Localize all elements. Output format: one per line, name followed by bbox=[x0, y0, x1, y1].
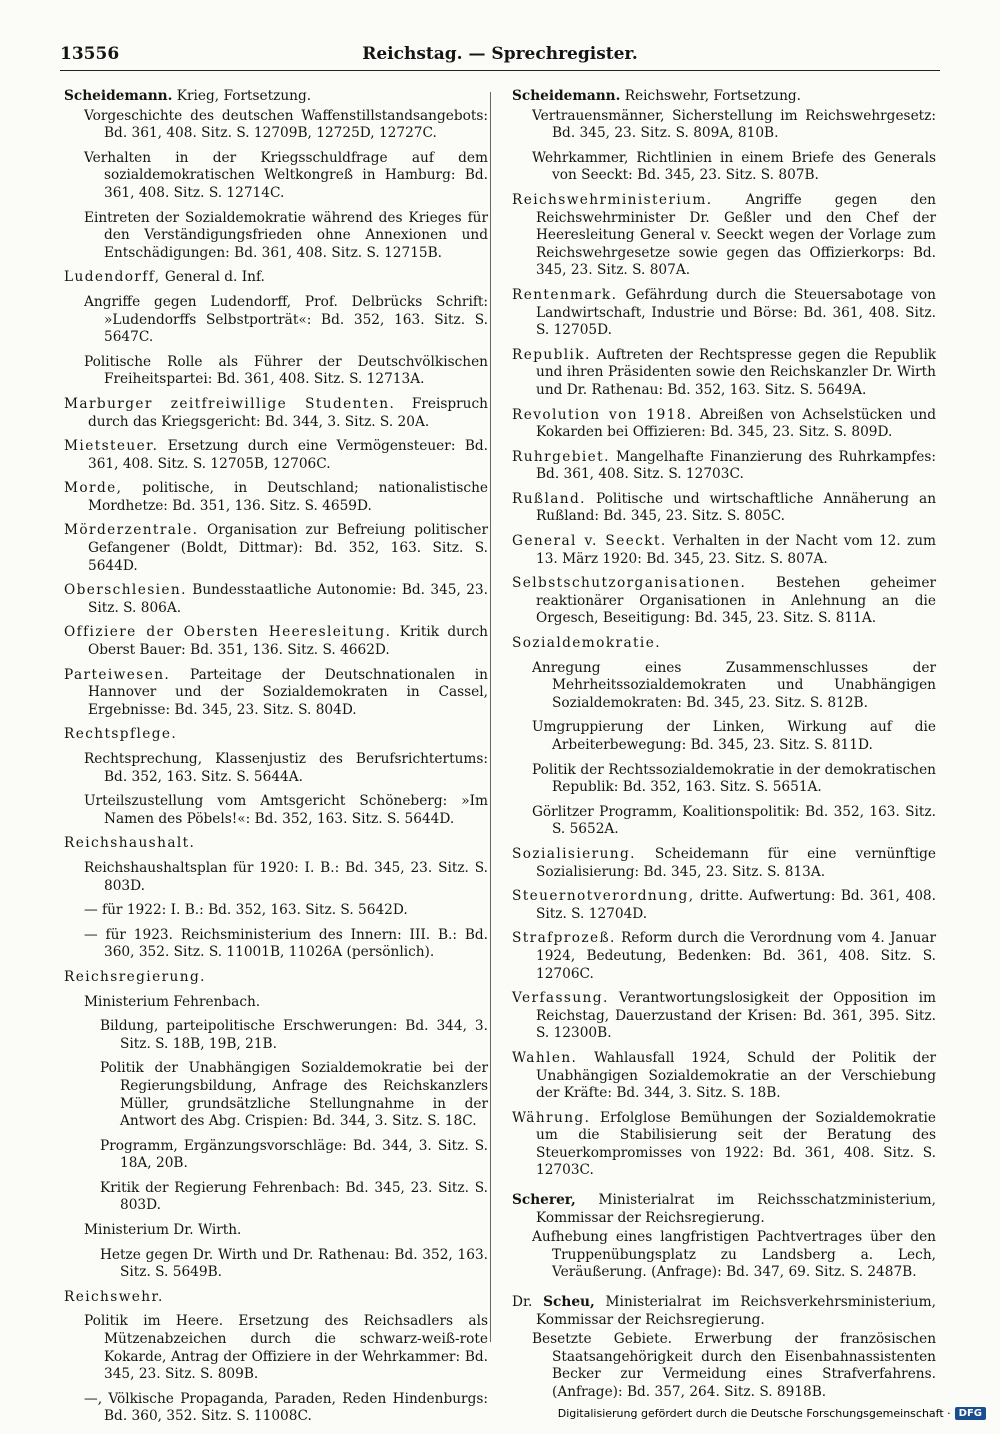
entry-text: Görlitzer Programm, Koalitionspolitik: Bd. 352, 163. Sitz. S. 5652A. bbox=[532, 803, 936, 838]
entry-keyword: Sozialdemokratie. bbox=[512, 635, 661, 652]
index-entry bbox=[64, 1180, 488, 1215]
entry-keyword: Reichswehrministerium. bbox=[512, 191, 713, 208]
entry-text: Bundesstaatliche Autonomie: Bd. 345, 23. Sitz. S. 806A. bbox=[88, 582, 488, 616]
entry-keyword: Aufhebung eines langfristigen Pachtvertrages bbox=[532, 1229, 863, 1246]
index-entry bbox=[512, 533, 936, 568]
index-entry bbox=[64, 150, 488, 203]
index-entry bbox=[64, 624, 488, 659]
index-entry bbox=[64, 860, 488, 895]
index-entry bbox=[64, 927, 488, 962]
entry-keyword: Mörderzentrale. bbox=[64, 522, 199, 539]
entry-text: Wehrkammer, Richtlinien in einem Briefe des Generals von Seeckt: Bd. 345, 23. Sitz. S. 807B. bbox=[532, 149, 936, 184]
speaker-name: Scherer, bbox=[512, 1192, 576, 1209]
index-entry bbox=[512, 804, 936, 839]
entry-text: Rechtsprechung, Klassenjustiz des Berufsrichtertums: Bd. 352, 163. Sitz. S. 5644A. bbox=[84, 751, 488, 785]
index-entry bbox=[512, 1192, 936, 1227]
entry-text: Angriffe gegen den Reichswehrminister Dr. Geßler und den Chef der Heeresleitung General v. Seeckt wegen der Vorlage zum Reichswehrgesetze sowie gegen das Offizierkorps: Bd. 345, 23. Sitz. S. 807A. bbox=[536, 191, 936, 279]
entry-text: Vertrauensmänner, Sicherstellung im Reichswehrgesetz: Bd. 345, 23. Sitz. S. 809A, 810B. bbox=[532, 107, 936, 142]
entry-text: Bestehen geheimer reaktionärer Organisationen in Anlehnung an die Orgesch, Beseitigung: Bd. 345, 23. Sitz. S. 811A. bbox=[536, 575, 936, 627]
index-entry bbox=[512, 762, 936, 797]
index-entry bbox=[64, 354, 488, 389]
entry-text: General d. Inf. bbox=[164, 269, 265, 286]
speaker-name: Scheidemann. bbox=[512, 88, 621, 104]
entry-keyword: Verfassung. bbox=[512, 990, 609, 1007]
entry-keyword: General v. Seeckt. bbox=[512, 533, 667, 550]
index-entry bbox=[512, 192, 936, 280]
entry-text: Ersetzung durch eine Vermögensteuer: Bd. 361, 408. Sitz. S. 12705B, 12706C. bbox=[88, 438, 488, 472]
entry-keyword: Rußland. bbox=[512, 490, 586, 507]
index-entry bbox=[512, 719, 936, 754]
entry-text: Reichswehr, Fortsetzung. bbox=[624, 88, 802, 104]
dfg-logo: DFG bbox=[955, 1407, 986, 1420]
index-entry bbox=[512, 635, 936, 653]
speaker-name: Scheu, bbox=[543, 1294, 595, 1311]
index-entry bbox=[64, 396, 488, 431]
entry-text: Reichshaushaltsplan für 1920: I. B.: Bd. 345, 23. Sitz. S. 803D. bbox=[84, 859, 488, 894]
entry-text: Ministerialrat im Reichsschatzministerium, Kommissar der Reichsregierung. bbox=[536, 1192, 936, 1226]
index-entry bbox=[64, 88, 488, 106]
index-entry bbox=[512, 660, 936, 713]
page-number: 13556 bbox=[60, 44, 120, 64]
name-prefix: Dr. bbox=[512, 1294, 533, 1311]
entry-text: — für 1923. Reichsministerium des Innern: III. B.: Bd. 360, 352. Sitz. S. 11001B, 11026A (persönlich). bbox=[84, 926, 488, 961]
index-entry bbox=[512, 1331, 936, 1401]
page-header bbox=[60, 44, 940, 71]
entry-text: Verhalten in der Nacht vom 12. zum 13. März 1920: Bd. 345, 23. Sitz. S. 807A. bbox=[536, 533, 937, 567]
index-entry bbox=[64, 1138, 488, 1173]
footer-credit: Digitalisierung gefördert durch die Deutsche Forschungsgemeinschaft · bbox=[557, 1407, 951, 1420]
entry-text: Programm, Ergänzungsvorschläge: Bd. 344, 3. Sitz. S. 18A, 20B. bbox=[100, 1137, 488, 1172]
footer bbox=[558, 1407, 986, 1420]
index-entry bbox=[512, 407, 936, 442]
entry-text: Kritik der Regierung Fehrenbach: Bd. 345, 23. Sitz. S. 803D. bbox=[100, 1179, 488, 1214]
entry-text: Ministerium Fehrenbach. bbox=[84, 993, 261, 1010]
index-entry bbox=[64, 294, 488, 347]
entry-text: Politik im Heere. Ersetzung des Reichsadlers als Mützenabzeichen durch die schwarz-weiß-rote Kokarde, Antrag der Offiziere in der Wehrkammer: Bd. 345, 23. Sitz. S. 809B. bbox=[84, 1313, 488, 1383]
entry-text: Scheidemann für eine vernünftige Sozialisierung: Bd. 345, 23. Sitz. S. 813A. bbox=[536, 845, 936, 880]
entry-keyword: Morde, bbox=[64, 480, 123, 497]
index-entry bbox=[512, 287, 936, 340]
index-entry bbox=[512, 491, 936, 526]
index-entry bbox=[64, 522, 488, 575]
entry-keyword: Sozialisierung. bbox=[512, 845, 636, 862]
index-entry bbox=[64, 1313, 488, 1383]
entry-keyword: Ludendorff, bbox=[64, 269, 161, 286]
index-entry bbox=[64, 1247, 488, 1282]
index-entry bbox=[512, 108, 936, 143]
entry-keyword: Strafprozeß. bbox=[512, 930, 616, 947]
entry-text: Politische und wirtschaftliche Annäherung an Rußland: Bd. 345, 23. Sitz. S. 805C. bbox=[536, 490, 937, 525]
index-entry bbox=[512, 930, 936, 983]
entry-text: Auftreten der Rechtspresse gegen die Republik und ihren Präsidenten sowie den Reichskanzler Dr. Wirth und Dr. Rathenau: Bd. 352, 163. Sitz. S. 5649A. bbox=[536, 346, 936, 398]
left-column bbox=[64, 88, 488, 1433]
entry-text: —, Völkische Propaganda, Paraden, Reden Hindenburgs: Bd. 360, 352. Sitz. S. 11008C. bbox=[84, 1390, 488, 1425]
entry-keyword: Rentenmark. bbox=[512, 286, 618, 303]
index-entry bbox=[64, 1391, 488, 1426]
entry-text: Mangelhafte Finanzierung des Ruhrkampfes: Bd. 361, 408. Sitz. S. 12703C. bbox=[536, 448, 936, 483]
index-entry bbox=[64, 667, 488, 720]
entry-text: Eintreten der Sozialdemokratie während des Krieges für den Verständigungsfrieden ohne Annexionen und Entschädigungen: Bd. 361, 408. Sitz. S. 12715B. bbox=[84, 209, 488, 261]
entry-keyword: Revolution von 1918. bbox=[512, 406, 693, 423]
entry-keyword: Steuernotverordnung, bbox=[512, 888, 695, 905]
entry-text: Organisation zur Befreiung politischer Gefangener (Boldt, Dittmar): Bd. 352, 163. Sitz. S. 5644D. bbox=[88, 522, 488, 574]
entry-keyword: Republik. bbox=[512, 346, 591, 363]
index-entry bbox=[64, 751, 488, 786]
index-entry bbox=[512, 1229, 936, 1282]
index-entry bbox=[512, 88, 936, 106]
entry-text: politische, in Deutschland; nationalistische Mordhetze: Bd. 351, 136. Sitz. S. 4659D. bbox=[88, 480, 488, 514]
entry-text: Krieg, Fortsetzung. bbox=[176, 88, 312, 104]
running-title: Reichstag. — Sprechregister. bbox=[362, 44, 638, 64]
entry-keyword: Reichshaushalt. bbox=[64, 835, 196, 852]
entry-text: Hetze gegen Dr. Wirth und Dr. Rathenau: Bd. 352, 163. Sitz. S. 5649B. bbox=[100, 1246, 488, 1281]
entry-text: dritte. Aufwertung: Bd. 361, 408. Sitz. S. 12704D. bbox=[536, 888, 936, 922]
entry-keyword: Offiziere der Obersten Heeresleitung. bbox=[64, 624, 392, 641]
entry-text: Erwerbung der französischen Staatsangehörigkeit durch den Eisenbahnassistenten Becker zur Vermeidung eines Strafverfahrens. (Anfrage): Bd. 357, 264. Sitz. S. 8918B. bbox=[552, 1331, 937, 1400]
entry-text: Freispruch durch das Kriegsgericht: Bd. 344, 3. Sitz. S. 20A. bbox=[88, 395, 488, 430]
entry-text: — für 1922: I. B.: Bd. 352, 163. Sitz. S. 5642D. bbox=[84, 902, 408, 919]
entry-text: Abreißen von Achselstücken und Kokarden bei Offizieren: Bd. 345, 23. Sitz. S. 809D. bbox=[536, 406, 936, 441]
index-entry bbox=[64, 210, 488, 263]
entry-keyword: Rechtspflege. bbox=[64, 726, 178, 743]
entry-text: über den Truppenübungsplatz zu Landsberg a. Lech, Veräußerung. (Anfrage): Bd. 347, 69. Sitz. S. 2487B. bbox=[552, 1229, 936, 1281]
speaker-name: Scheidemann. bbox=[64, 88, 173, 104]
entry-text: Erfolglose Bemühungen der Sozialdemokratie um die Stabilisierung seit der Beratung des Steuerkompromisses von 1922: Bd. 361, 408. Sitz. S. 12703C. bbox=[536, 1109, 937, 1179]
index-entry bbox=[512, 1050, 936, 1103]
entry-text: Angriffe gegen Ludendorff, Prof. Delbrücks Schrift: »Ludendorffs Selbstporträt«: Bd. 352, 163. Sitz. S. 5647C. bbox=[84, 293, 488, 346]
entry-text: Gefährdung durch die Steuersabotage von Landwirtschaft, Industrie und Börse: Bd. 361, 408. Sitz. S. 12705D. bbox=[536, 286, 936, 339]
entry-text: Ministerium Dr. Wirth. bbox=[84, 1222, 242, 1239]
entry-keyword: Oberschlesien. bbox=[64, 582, 187, 599]
entry-keyword: Reichsregierung. bbox=[64, 968, 206, 985]
index-entry bbox=[512, 449, 936, 484]
index-entry bbox=[64, 902, 488, 920]
entry-keyword: Parteiwesen. bbox=[64, 666, 171, 683]
index-entry bbox=[64, 582, 488, 617]
index-entry bbox=[512, 1294, 936, 1329]
entry-keyword: Selbstschutzorganisationen. bbox=[512, 575, 747, 592]
index-entry bbox=[64, 1060, 488, 1130]
index-entry bbox=[64, 994, 488, 1012]
index-entry bbox=[64, 793, 488, 828]
entry-text: Kritik durch Oberst Bauer: Bd. 351, 136. Sitz. S. 4662D. bbox=[88, 624, 489, 659]
index-entry bbox=[64, 480, 488, 515]
entry-keyword: Besetzte Gebiete. bbox=[532, 1331, 673, 1348]
entry-keyword: Marburger zeitfreiwillige Studenten. bbox=[64, 395, 396, 412]
entry-text: Verantwortungslosigkeit der Opposition im Reichstag, Dauerzustand der Krisen: Bd. 361, 395. Sitz. S. 12300B. bbox=[536, 990, 936, 1042]
entry-text: Umgruppierung der Linken, Wirkung auf die Arbeiterbewegung: Bd. 345, 23. Sitz. S. 811D. bbox=[532, 719, 936, 753]
index-entry bbox=[64, 1222, 488, 1240]
entry-text: Bildung, parteipolitische Erschwerungen: Bd. 344, 3. Sitz. S. 18B, 19B, 21B. bbox=[100, 1018, 488, 1052]
index-entry bbox=[64, 438, 488, 473]
index-entry bbox=[64, 108, 488, 143]
index-entry bbox=[64, 969, 488, 987]
column-divider bbox=[490, 92, 491, 1342]
index-entry bbox=[64, 1018, 488, 1053]
entry-keyword: Mietsteuer. bbox=[64, 438, 159, 455]
index-entry bbox=[512, 990, 936, 1043]
index-entry bbox=[64, 269, 488, 287]
entry-text: Reform durch die Verordnung vom 4. Januar 1924, Bedeutung, Bedenken: Bd. 361, 408. Sitz. S. 12706C. bbox=[536, 930, 937, 982]
index-entry bbox=[512, 1110, 936, 1180]
entry-text: Urteilszustellung vom Amtsgericht Schöneberg: »Im Namen des Pöbels!«: Bd. 352, 163. Sitz. S. 5644D. bbox=[84, 793, 488, 827]
index-entry bbox=[512, 575, 936, 628]
entry-keyword: Ruhrgebiet. bbox=[512, 448, 610, 465]
entry-text: Ministerialrat im Reichsverkehrsministerium, Kommissar der Reichsregierung. bbox=[536, 1294, 936, 1328]
index-entry bbox=[512, 347, 936, 400]
index-entry bbox=[64, 726, 488, 744]
index-entry bbox=[512, 150, 936, 185]
entry-keyword: Wahlen. bbox=[512, 1049, 578, 1066]
entry-text: Parteitage der Deutschnationalen in Hannover und der Sozialdemokraten in Cassel, Ergebnisse: Bd. 345, 23. Sitz. S. 804D. bbox=[88, 666, 488, 718]
index-entry bbox=[64, 1289, 488, 1307]
entry-text: Politik der Rechtssozialdemokratie in der demokratischen Republik: Bd. 352, 163. Sitz. S. 5651A. bbox=[532, 761, 936, 796]
entry-text: Politische Rolle als Führer der Deutschvölkischen Freiheitspartei: Bd. 361, 408. Sitz. S. 12713A. bbox=[84, 353, 488, 388]
entry-text: Politik der Unabhängigen Sozialdemokratie bei der Regierungsbildung, Anfrage des Reichskanzlers Müller, grundsätzliche Stellungnahme in der Antwort des Abg. Crispien: Bd. 344, 3. Sitz. S. 18C. bbox=[100, 1060, 488, 1130]
entry-text: Anregung eines Zusammenschlusses der Mehrheitssozialdemokraten und Unabhängigen Sozialdemokraten: Bd. 345, 23. Sitz. S. 812B. bbox=[532, 659, 936, 711]
index-entry bbox=[512, 846, 936, 881]
entry-text: Verhalten in der Kriegsschuldfrage auf dem sozialdemokratischen Weltkongreß in Hamburg: Bd. 361, 408. Sitz. S. 12714C. bbox=[84, 149, 488, 201]
index-entry bbox=[64, 835, 488, 853]
index-entry bbox=[512, 888, 936, 923]
entry-text: Vorgeschichte des deutschen Waffenstillstandsangebots: Bd. 361, 408. Sitz. S. 12709B, 12725D, 12727C. bbox=[84, 107, 488, 142]
entry-text: Wahlausfall 1924, Schuld der Politik der Unabhängigen Sozialdemokratie an der Verschiebung der Kräfte: Bd. 344, 3. Sitz. S. 18B. bbox=[536, 1049, 936, 1102]
entry-keyword: Reichswehr. bbox=[64, 1288, 164, 1305]
entry-keyword: Währung. bbox=[512, 1109, 591, 1126]
right-column bbox=[512, 88, 936, 1409]
